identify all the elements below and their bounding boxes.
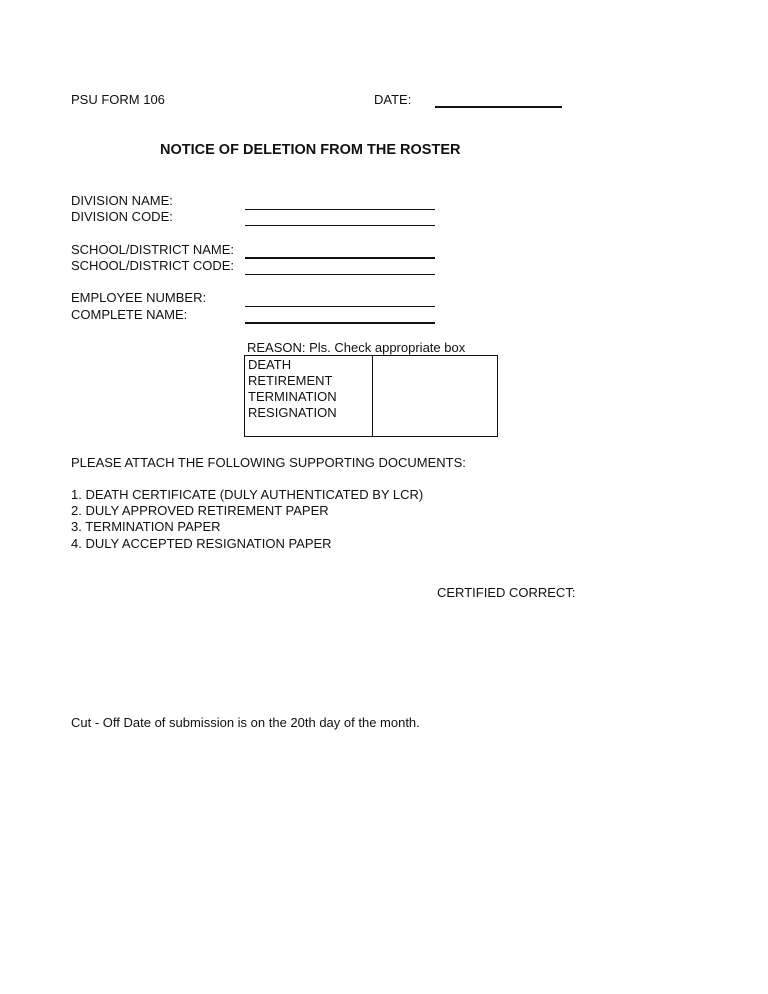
attachments-heading: PLEASE ATTACH THE FOLLOWING SUPPORTING DOCUMENTS: [71,455,466,470]
reason-column-divider [372,356,373,436]
employee-number-field-line[interactable] [245,306,435,307]
school-name-field-line[interactable] [245,257,435,259]
reason-label: REASON: Pls. Check appropriate box [247,340,466,355]
reason-option-termination: TERMINATION [248,389,337,404]
reason-option-resignation: RESIGNATION [248,405,337,420]
school-code-field-line[interactable] [245,274,435,275]
reason-checkbox-table [244,355,498,437]
complete-name-field-line[interactable] [245,322,435,324]
division-name-field-line[interactable] [245,209,435,210]
division-code-label: DIVISION CODE: [71,209,173,224]
complete-name-label: COMPLETE NAME: [71,307,188,322]
attachment-item: 3. TERMINATION PAPER [71,519,221,534]
reason-option-retirement: RETIREMENT [248,373,333,388]
certified-correct-label: CERTIFIED CORRECT: [437,585,576,600]
division-name-label: DIVISION NAME: [71,193,173,208]
school-code-label: SCHOOL/DISTRICT CODE: [71,258,235,273]
employee-number-label: EMPLOYEE NUMBER: [71,290,207,305]
division-code-field-line[interactable] [245,225,435,226]
school-name-label: SCHOOL/DISTRICT NAME: [71,242,235,257]
date-label: DATE: [374,92,412,107]
attachment-item: 4. DULY ACCEPTED RESIGNATION PAPER [71,536,332,551]
form-title: NOTICE OF DELETION FROM THE ROSTER [160,142,461,158]
form-number: PSU FORM 106 [71,92,165,107]
date-field-line[interactable] [435,106,562,108]
reason-option-death: DEATH [248,357,292,372]
attachment-item: 2. DULY APPROVED RETIREMENT PAPER [71,503,329,518]
attachment-item: 1. DEATH CERTIFICATE (DULY AUTHENTICATED BY LCR) [71,487,424,502]
cutoff-note: Cut - Off Date of submission is on the 20th day of the month. [71,715,420,730]
